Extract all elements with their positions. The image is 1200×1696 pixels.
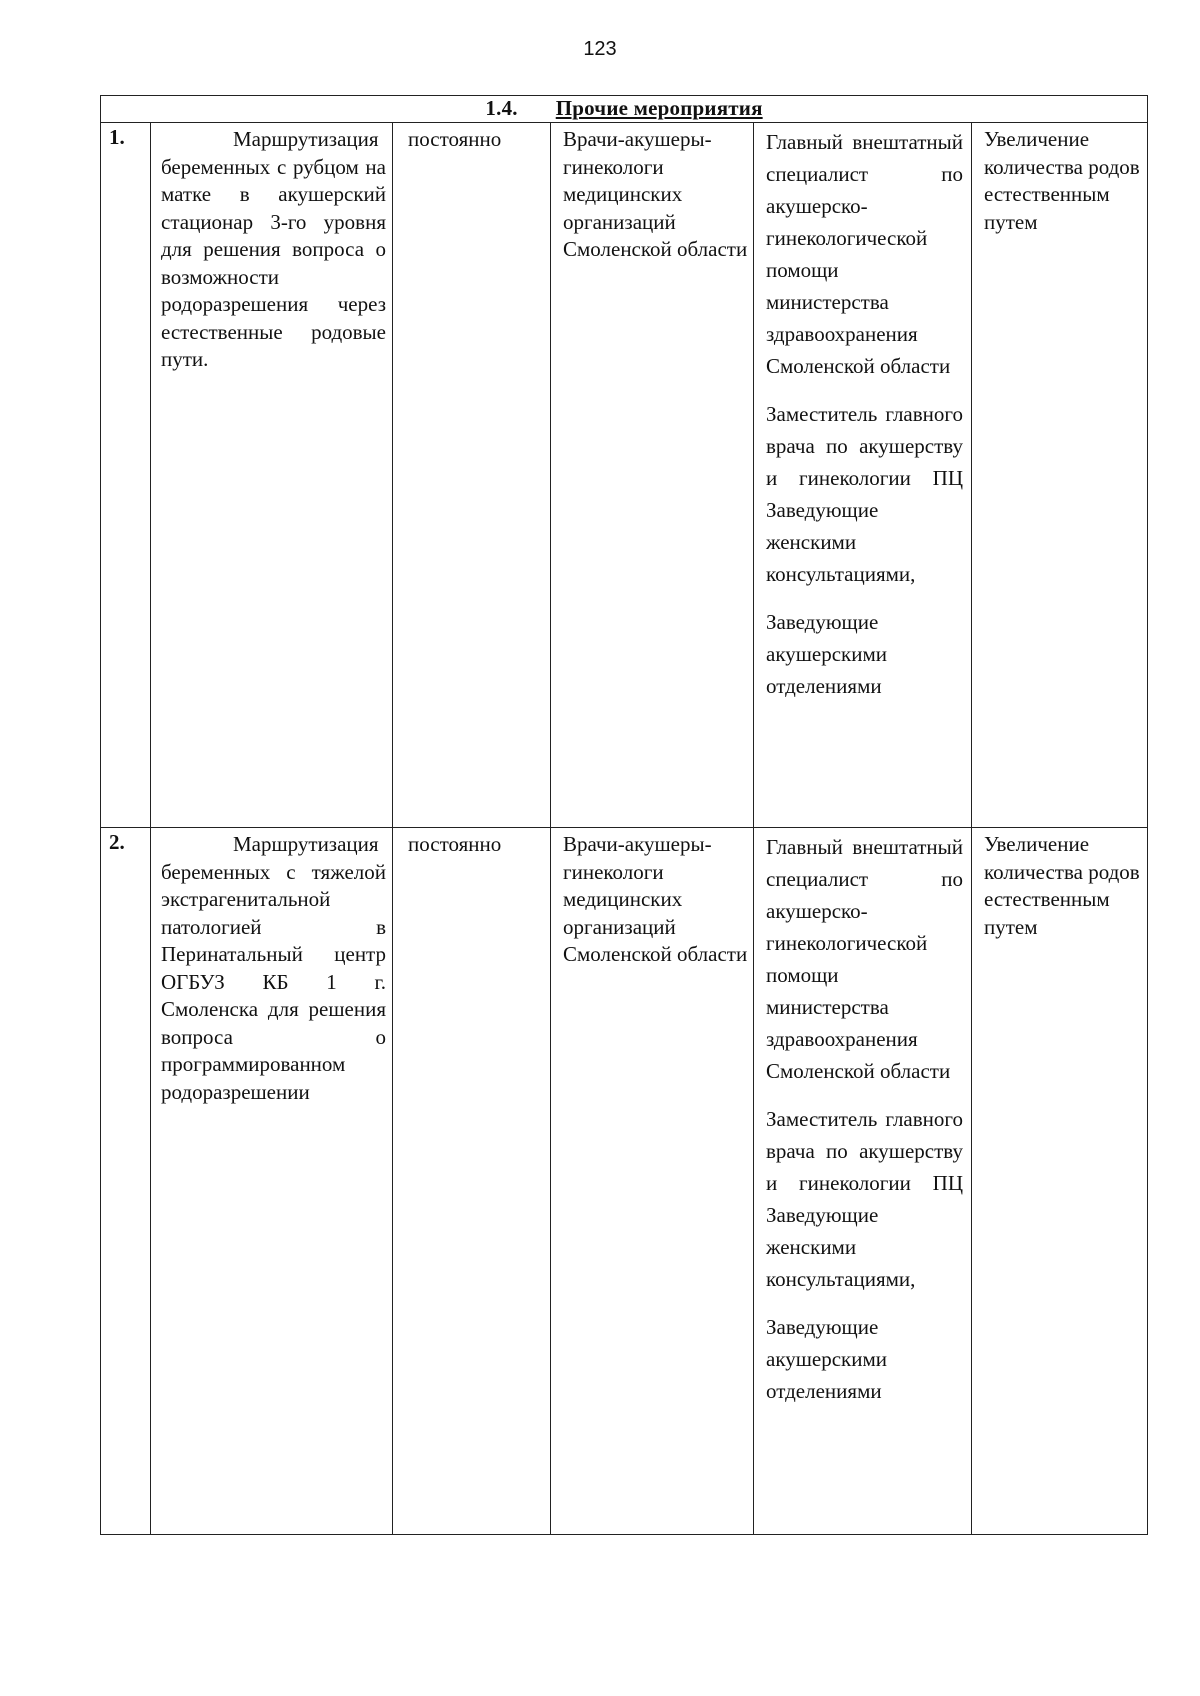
row-number: 2. <box>101 828 151 1535</box>
responsible-item: Главный внештатный специалист по акушерско-гинекологической помощи министерства здравоохранения Смоленской области <box>766 130 963 378</box>
measure-term: постоянно <box>393 828 551 1535</box>
responsible-item: Главный внештатный специалист по акушерско-гинекологической помощи министерства здравоохранения Смоленской области <box>766 835 963 1083</box>
measures-table <box>100 95 1148 1535</box>
table-row <box>101 828 1148 1535</box>
measure-executors: Врачи-акушеры-гинекологи медицинских организаций Смоленской области <box>551 828 754 1535</box>
responsible-item: Заведующие акушерскими отделениями <box>766 1315 888 1403</box>
measure-result: Увеличение количества родов естественным путем <box>972 828 1148 1535</box>
measure-responsible <box>754 123 972 828</box>
row-number: 1. <box>101 123 151 828</box>
measure-result: Увеличение количества родов естественным путем <box>972 123 1148 828</box>
measure-executors: Врачи-акушеры-гинекологи медицинских организаций Смоленской области <box>551 123 754 828</box>
page-number: 123 <box>583 38 617 60</box>
measure-term: постоянно <box>393 123 551 828</box>
section-number: 1.4. <box>485 96 518 120</box>
section-heading <box>101 96 1148 123</box>
measure-responsible <box>754 828 972 1535</box>
responsible-item: Заместитель главного врача по акушерству и гинекологии ПЦ Заведующие женскими консультациями, <box>766 1107 963 1291</box>
measure-description: Маршрутизация беременных с тяжелой экстрагенитальной патологией в Перинатальный центр ОГБУЗ КБ 1 г. Смоленска для решения вопроса о программированном родоразрешении <box>151 828 393 1535</box>
responsible-item: Заместитель главного врача по акушерству и гинекологии ПЦ Заведующие женскими консультациями, <box>766 402 963 586</box>
table-row <box>101 123 1148 828</box>
section-title: Прочие мероприятия <box>555 96 763 120</box>
measure-description: Маршрутизация беременных с рубцом на матке в акушерский стационар 3-го уровня для решения вопроса о возможности родоразрешения через естественные родовые пути. <box>151 123 393 828</box>
responsible-item: Заведующие акушерскими отделениями <box>766 610 888 698</box>
